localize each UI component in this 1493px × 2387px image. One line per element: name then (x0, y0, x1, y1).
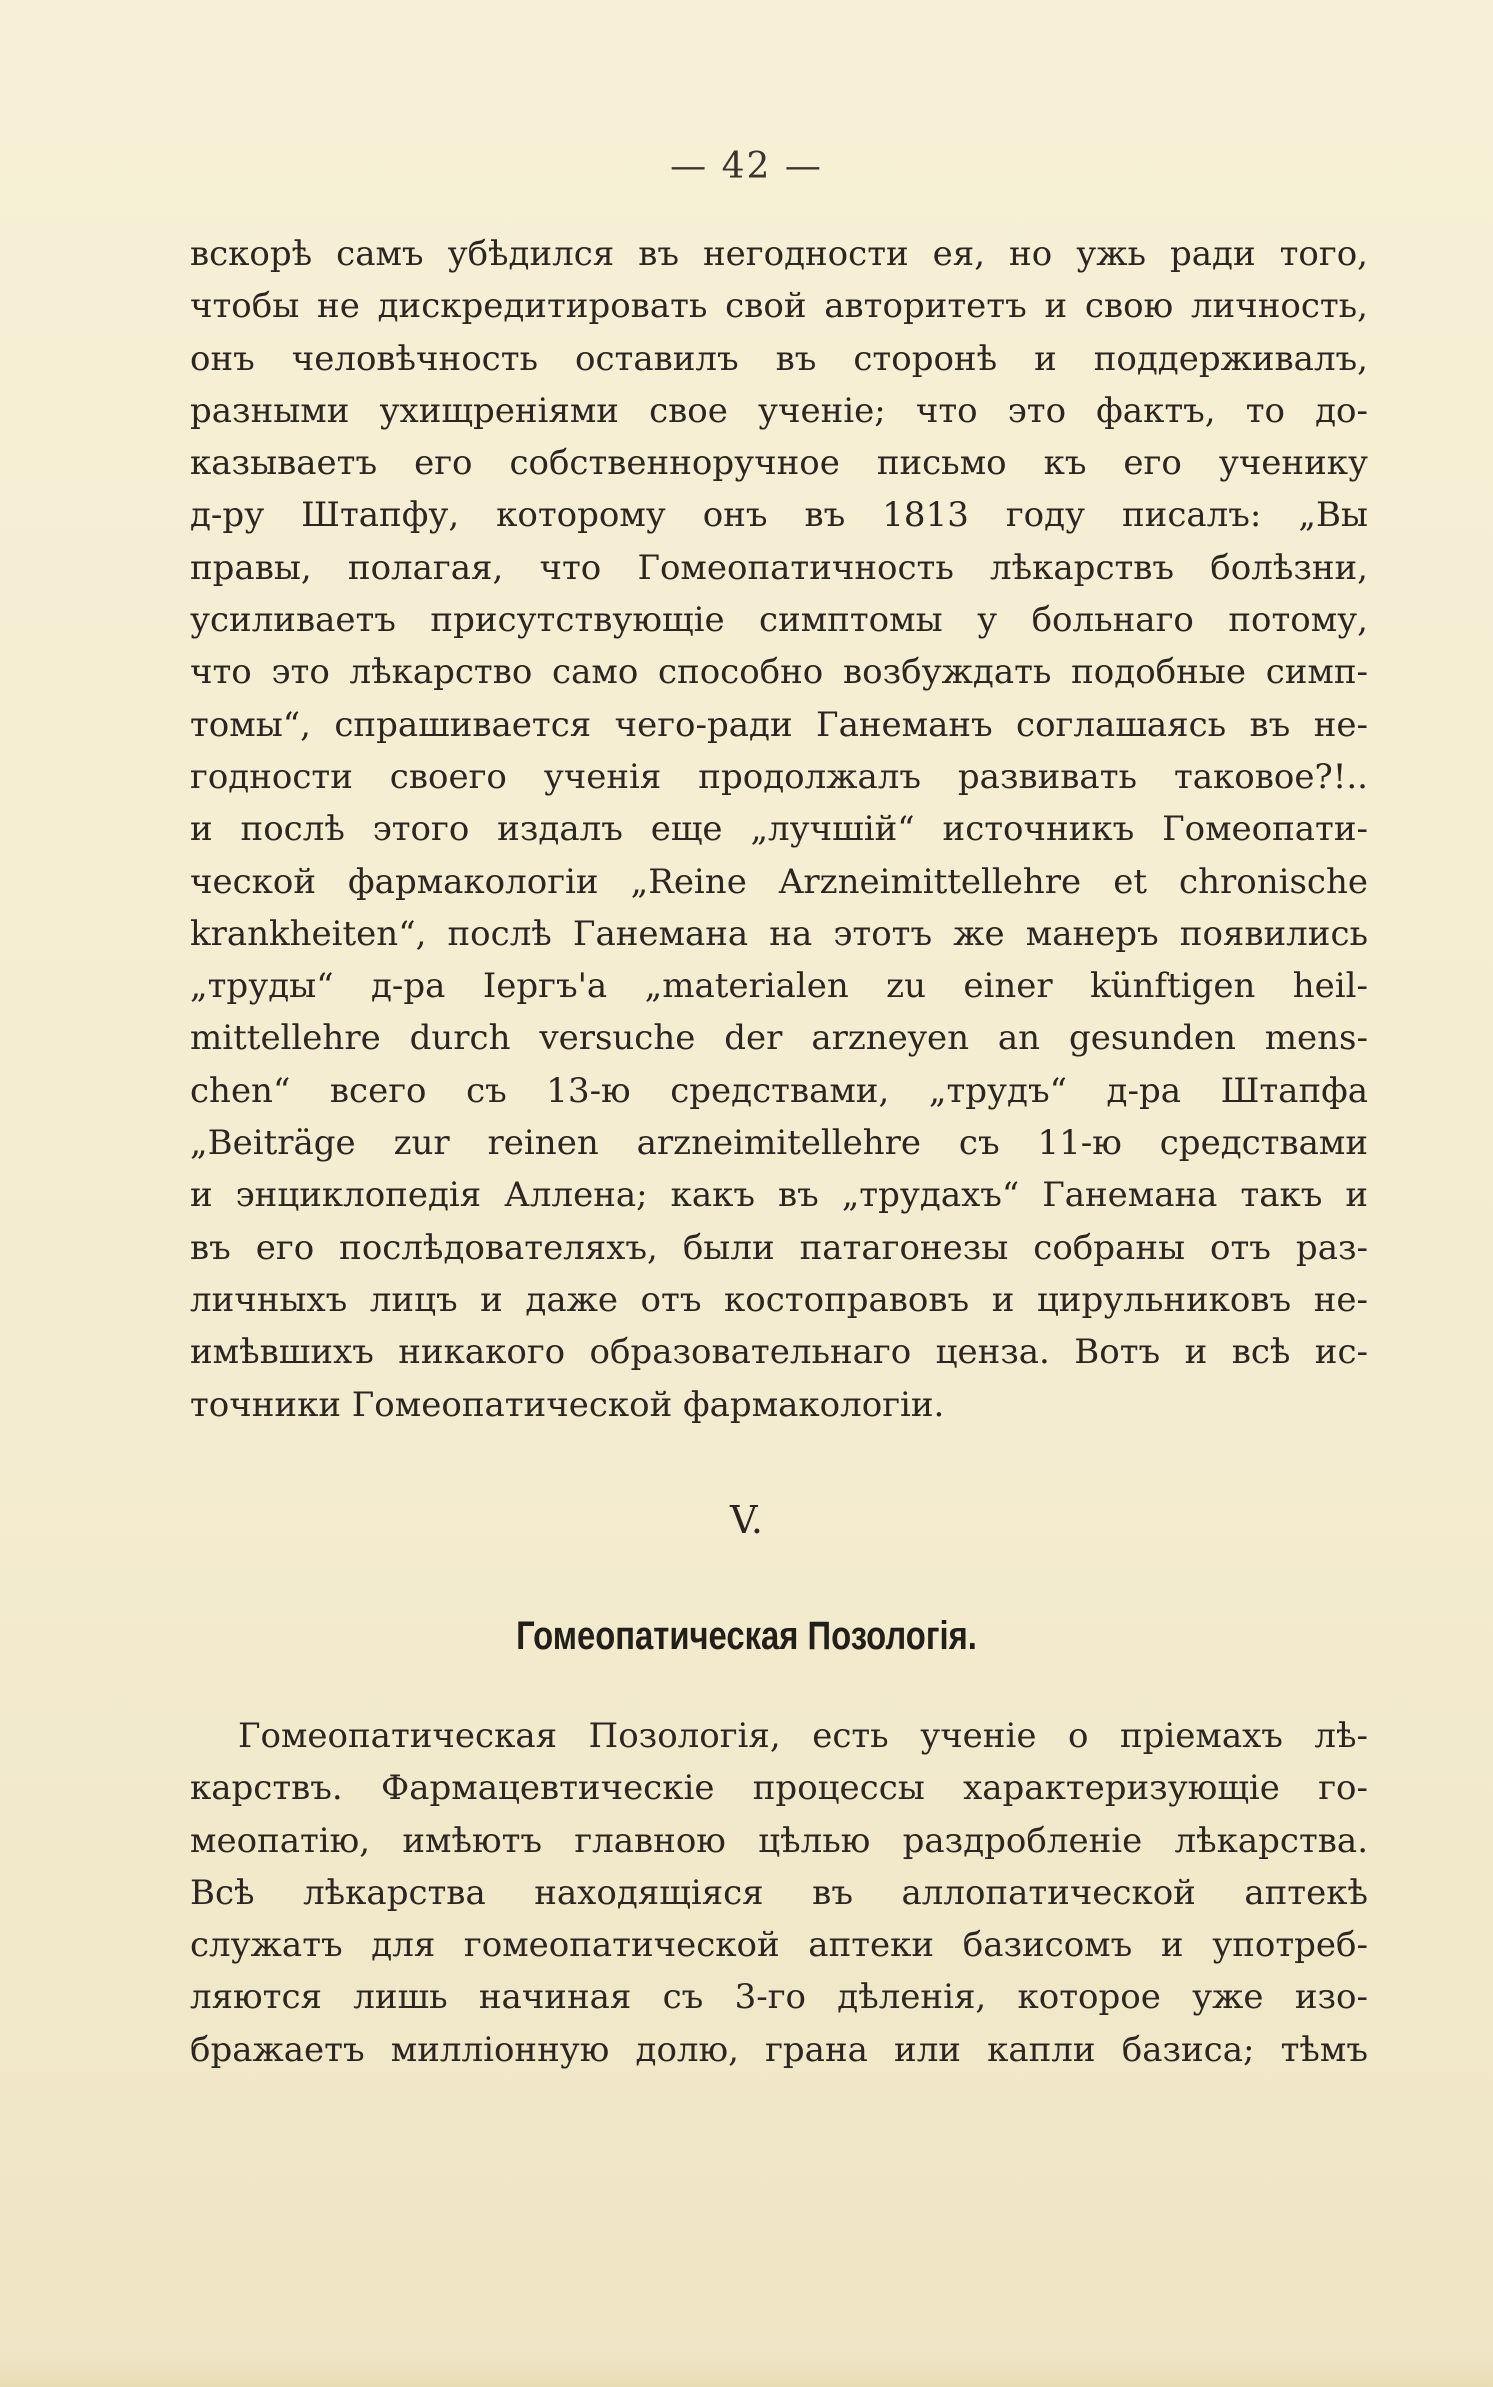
text-line: личныхъ лицъ и даже отъ костоправовъ и цирульниковъ не- (190, 1279, 1368, 1320)
text-line: разными ухищреніями свое ученіе; что это фактъ, то до- (190, 390, 1368, 431)
text-line: krankheiten“, послѣ Ганемана на этотъ же манеръ появились (190, 913, 1368, 954)
text-line: Гомеопатическая Позологія, есть ученіе о пріемахъ лѣ- (238, 1716, 1368, 1756)
text-line: усиливаетъ присутствующіе симптомы у больнаго потому, (190, 600, 1368, 641)
paragraph-posology (190, 1710, 1368, 2076)
text-line: и энциклопедія Аллена; какъ въ „трудахъ“ Ганемана такъ и (190, 1175, 1368, 1216)
text-line: въ его послѣдователяхъ, были патагонезы собраны отъ раз- (190, 1227, 1368, 1268)
section-title: Гомеопатическая Позологія. (516, 1614, 977, 1658)
text-line: „труды“ д-ра Іергъ'а „materialen zu einer künftigen heil- (190, 966, 1368, 1007)
text-line: Всѣ лѣкарства находящіяся въ аллопатической аптекѣ (190, 1872, 1368, 1913)
text-line: чтобы не дискредитировать свой авторитетъ и свою личность, (190, 286, 1368, 327)
text-line: казываетъ его собственноручное письмо къ его ученику (190, 443, 1368, 484)
section-number: V. (730, 1498, 763, 1542)
text-line: „Beiträge zur reinen arzneimitellehre съ 11-ю средствами (190, 1123, 1368, 1164)
text-line: chen“ всего съ 13-ю средствами, „трудъ“ д-ра Штапфа (190, 1070, 1368, 1111)
text-line: служатъ для гомеопатической аптеки базисомъ и употреб- (190, 1925, 1368, 1966)
text-line: д-ру Штапфу, которому онъ въ 1813 году писалъ: „Вы (190, 495, 1368, 536)
text-line: и послѣ этого издалъ еще „лучшій“ источникъ Гомеопати- (190, 809, 1368, 850)
text-line: mittellehre durch versuche der arzneyen an gesunden mens- (190, 1018, 1368, 1059)
text-line: что это лѣкарство само способно возбуждать подобные симп- (190, 652, 1368, 693)
text-line: правы, полагая, что Гомеопатичность лѣкарствъ болѣзни, (190, 547, 1368, 588)
text-line: томы“, спрашивается чего-ради Ганеманъ соглашаясь въ не- (190, 704, 1368, 745)
text-line: ляются лишь начиная съ 3-го дѣленія, которое уже изо- (190, 1977, 1368, 2018)
text-line: точники Гомеопатической фармакологіи. (190, 1384, 945, 1425)
page-number: — 42 — (670, 146, 823, 187)
paragraph-main (190, 228, 1368, 1431)
text-line: карствъ. Фармацевтическіе процессы характеризующіе го- (190, 1768, 1368, 1809)
text-line: ческой фармакологіи „Reine Arzneimittellehre et chronische (190, 861, 1368, 902)
text-line: вскорѣ самъ убѣдился въ негодности ея, но ужь ради того, (190, 234, 1368, 274)
text-line: бражаетъ милліонную долю, грана или капли базиса; тѣмъ (190, 2029, 1368, 2070)
text-line: меопатію, имѣютъ главною цѣлью раздробленіе лѣкарства. (190, 1820, 1368, 1861)
text-line: имѣвшихъ никакого образовательнаго ценза. Вотъ и всѣ ис- (190, 1332, 1368, 1373)
text-line: онъ человѣчность оставилъ въ сторонѣ и поддерживалъ, (190, 338, 1368, 379)
text-line: годности своего ученія продолжалъ развивать таковое?!.. (190, 756, 1368, 797)
page-edge-shadow (0, 2357, 1493, 2387)
